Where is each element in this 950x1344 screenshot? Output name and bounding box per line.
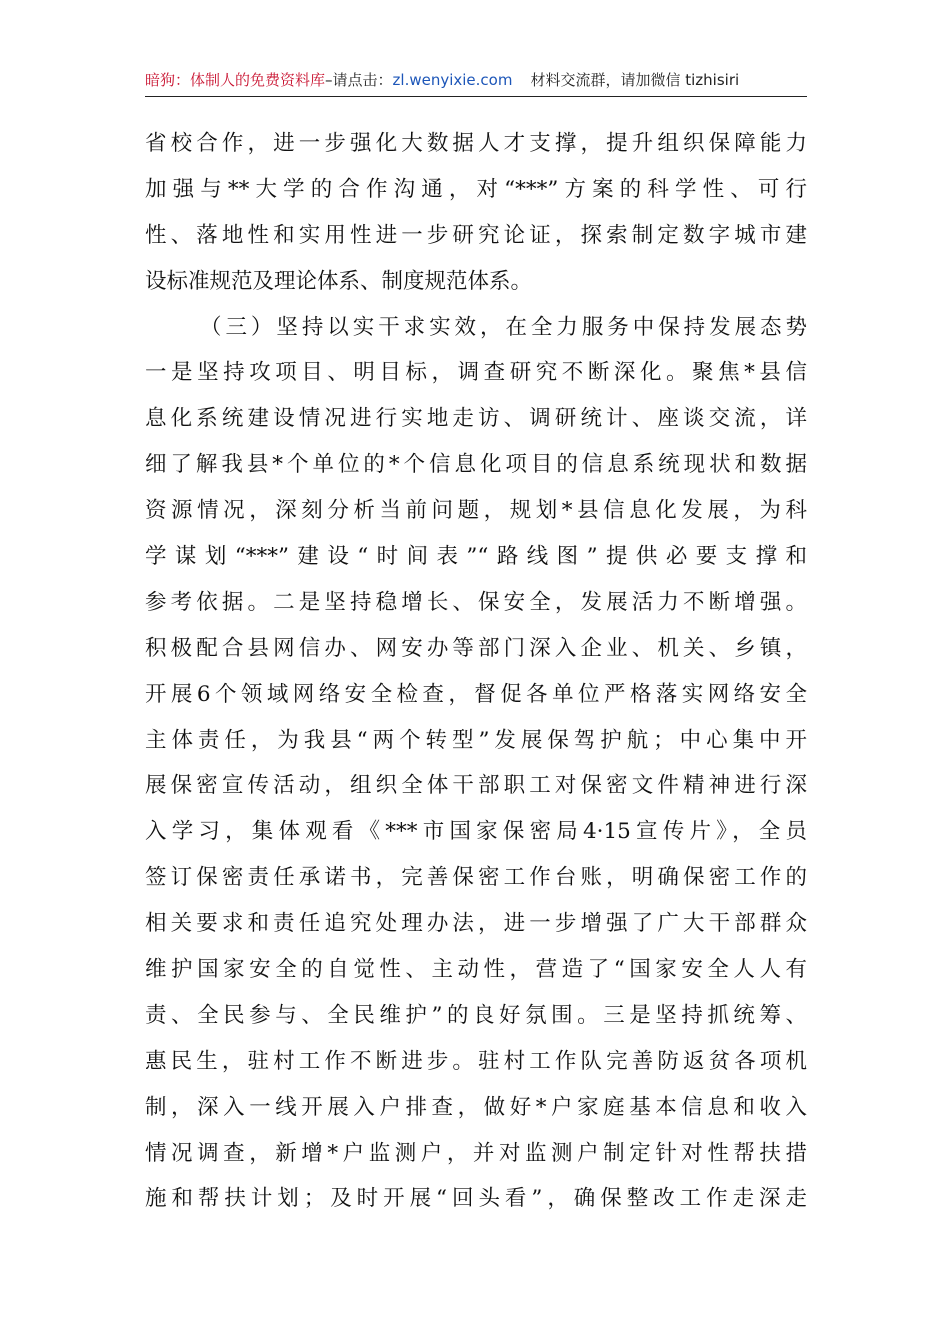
text-line: 省校合作，进一步强化大数据人才支撑，提升组织保障能力 bbox=[145, 131, 807, 156]
text-line: 制，深入一线开展入户排查，做好*户家庭基本信息和收入 bbox=[145, 1094, 807, 1120]
text-line: 性、落地性和实用性进一步研究论证，探索制定数字城市建 bbox=[145, 222, 807, 248]
text-line: 维护国家安全的自觉性、主动性，营造了“国家安全人人有 bbox=[145, 957, 807, 983]
header-url-link[interactable]: zl.wenyixie.com bbox=[392, 71, 513, 89]
text-line: 施和帮扶计划；及时开展“回头看”，确保整改工作走深走 bbox=[145, 1186, 807, 1212]
header-cta: –请点击： bbox=[325, 71, 393, 89]
text-line: 积极配合县网信办、网安办等部门深入企业、机关、乡镇， bbox=[145, 635, 807, 661]
text-line: 签订保密责任承诺书，完善保密工作台账，明确保密工作的 bbox=[145, 865, 807, 891]
text-line: 息化系统建设情况进行实地走访、调研统计、座谈交流，详 bbox=[145, 406, 807, 432]
text-line: 相关要求和责任追究处理办法，进一步增强了广大干部群众 bbox=[145, 911, 807, 937]
header-wechat-note: 材料交流群，请加微信 tizhisiri bbox=[530, 71, 740, 89]
text-line: 主体责任，为我县“两个转型”发展保驾护航；中心集中开 bbox=[145, 727, 807, 753]
text-line: 展保密宣传活动，组织全体干部职工对保密文件精神进行深 bbox=[145, 773, 807, 799]
text-line: 设标准规范及理论体系、制度规范体系。 bbox=[145, 268, 533, 294]
text-line: 细了解我县*个单位的*个信息化项目的信息系统现状和数据 bbox=[145, 452, 807, 478]
text-line: 资源情况，深刻分析当前问题，规划*县信息化发展，为科 bbox=[145, 498, 807, 524]
text-line: 学谋划“***”建设“时间表”“路线图”提供必要支撑和 bbox=[145, 544, 807, 570]
section-heading: （三）坚持以实干求实效，在全力服务中保持发展态势 bbox=[200, 314, 807, 340]
text-line: 情况调查，新增*户监测户，并对监测户制定针对性帮扶措 bbox=[145, 1140, 807, 1166]
page-header bbox=[145, 66, 807, 97]
header-brand: 暗狗：体制人的免费资料库 bbox=[145, 71, 326, 89]
document-body bbox=[145, 121, 807, 1222]
text-line: 责、全民参与、全民维护”的良好氛围。三是坚持抓统筹、 bbox=[145, 1002, 807, 1028]
text-line: 开展6个领域网络安全检查，督促各单位严格落实网络安全 bbox=[145, 681, 807, 707]
text-line: 参考依据。二是坚持稳增长、保安全，发展活力不断增强。 bbox=[145, 589, 807, 615]
text-line: 入学习，集体观看《***市国家保密局4·15宣传片》，全员 bbox=[145, 819, 807, 845]
text-line: 惠民生，驻村工作不断进步。驻村工作队完善防返贫各项机 bbox=[145, 1048, 807, 1074]
text-line: 加强与**大学的合作沟通，对“***”方案的科学性、可行 bbox=[145, 176, 807, 202]
text-line: 一是坚持攻项目、明目标，调查研究不断深化。聚焦*县信 bbox=[145, 360, 807, 386]
